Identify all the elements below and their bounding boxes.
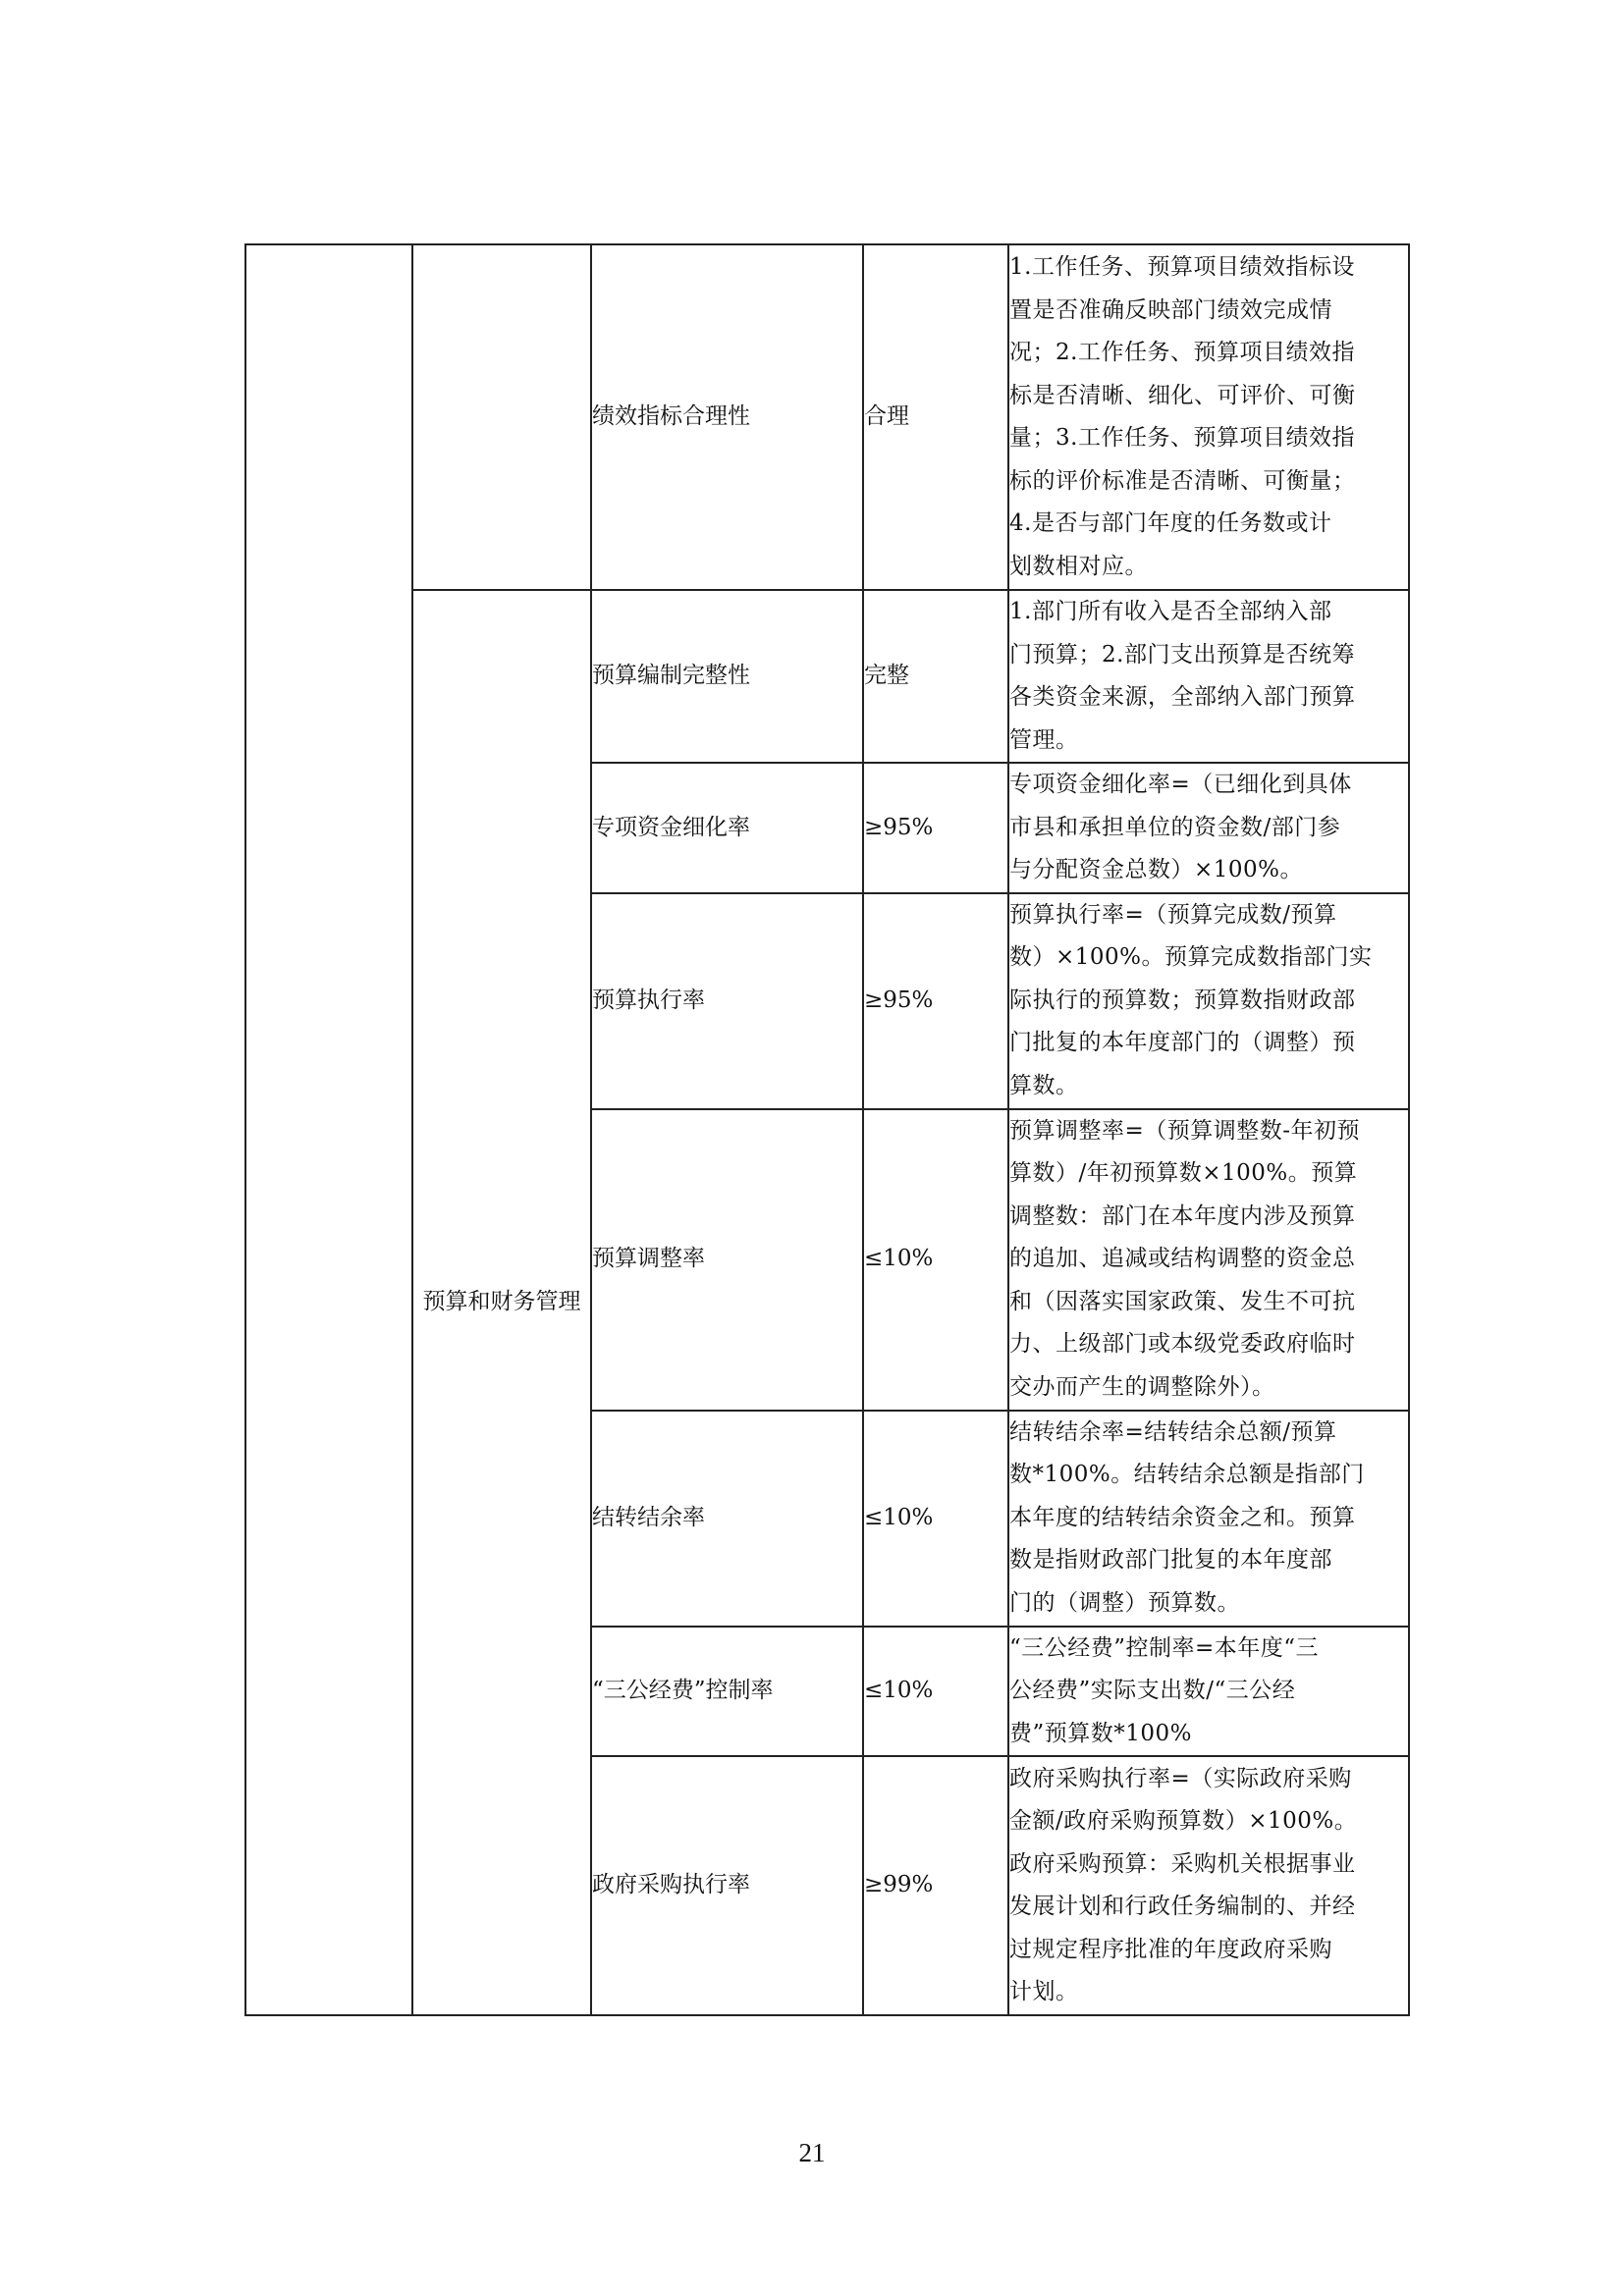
table-row (245, 590, 1409, 763)
description-line: 专项资金细化率=（已细化到具体 (1009, 772, 1352, 797)
indicator-target: 合理 (863, 244, 1008, 590)
description-line: 算数。 (1009, 1072, 1079, 1098)
indicator-name: 预算编制完整性 (591, 590, 863, 763)
indicator-description (1008, 244, 1409, 590)
description-line: 和（因落实国家政策、发生不可抗 (1009, 1288, 1356, 1314)
description-line: 划数相对应。 (1009, 553, 1148, 579)
description-line: 调整数：部门在本年度内涉及预算 (1009, 1202, 1356, 1229)
indicator-name: 专项资金细化率 (591, 763, 863, 893)
indicator-target: ≥95% (863, 763, 1008, 893)
description-line: 政府采购预算：采购机关根据事业 (1009, 1850, 1356, 1877)
indicator-name: 预算调整率 (591, 1109, 863, 1411)
description-line: 本年度的结转结余资金之和。预算 (1009, 1504, 1356, 1530)
indicator-target: 完整 (863, 590, 1008, 763)
description-line: 际执行的预算数；预算数指财政部 (1009, 987, 1356, 1013)
performance-indicator-table (244, 243, 1410, 2016)
description-line: 力、上级部门或本级党委政府临时 (1009, 1331, 1356, 1358)
description-line: 的追加、追减或结构调整的资金总 (1009, 1246, 1356, 1272)
indicator-target: ≤10% (863, 1411, 1008, 1627)
description-line: 置是否准确反映部门绩效完成情 (1009, 296, 1332, 323)
description-line: 数*100%。结转结余总额是指部门 (1009, 1462, 1365, 1488)
indicator-description (1008, 1756, 1409, 2015)
description-line: 发展计划和行政任务编制的、并经 (1009, 1894, 1356, 1919)
description-line: 门批复的本年度部门的（调整）预 (1009, 1030, 1356, 1056)
description-line: 与分配资金总数）×100%。 (1009, 857, 1304, 882)
description-line: 交办而产生的调整除外）。 (1009, 1373, 1275, 1400)
indicator-target: ≥99% (863, 1756, 1008, 2015)
description-line: 计划。 (1009, 1979, 1079, 2004)
description-line: 况；2.工作任务、预算项目绩效指 (1009, 340, 1355, 365)
description-line: 政府采购执行率=（实际政府采购 (1009, 1765, 1352, 1791)
description-line: 门的（调整）预算数。 (1009, 1589, 1240, 1616)
description-line: 1.部门所有收入是否全部纳入部 (1009, 599, 1332, 624)
description-line: 金额/政府采购预算数）×100%。 (1009, 1808, 1358, 1834)
indicator-description (1008, 590, 1409, 763)
description-line: 量；3.工作任务、预算项目绩效指 (1009, 425, 1355, 451)
description-line: 标的评价标准是否清晰、可衡量； (1009, 467, 1356, 494)
indicator-name: 政府采购执行率 (591, 1756, 863, 2015)
description-line: 门预算；2.部门支出预算是否统筹 (1009, 641, 1355, 667)
description-line: 算数）/年初预算数×100%。预算 (1009, 1160, 1358, 1187)
table-row (245, 244, 1409, 590)
description-line: 市县和承担单位的资金数/部门参 (1009, 814, 1341, 840)
indicator-target: ≤10% (863, 1627, 1008, 1757)
indicator-description (1008, 893, 1409, 1109)
description-line: 公经费”实际支出数/“三公经 (1009, 1678, 1296, 1703)
description-line: 预算执行率=（预算完成数/预算 (1009, 901, 1337, 928)
indicator-name: 预算执行率 (591, 893, 863, 1109)
description-line: 4.是否与部门年度的任务数或计 (1009, 510, 1332, 536)
level2-category-cell (412, 244, 591, 590)
description-line: 过规定程序批准的年度政府采购 (1009, 1936, 1332, 1962)
description-line: 数）×100%。预算完成数指部门实 (1009, 944, 1373, 971)
indicator-target: ≥95% (863, 893, 1008, 1109)
indicator-name: “三公经费”控制率 (591, 1627, 863, 1757)
level1-category-cell (245, 244, 412, 2015)
indicator-description (1008, 1627, 1409, 1757)
description-line: 结转结余率=结转结余总额/预算 (1009, 1418, 1337, 1445)
description-line: 各类资金来源，全部纳入部门预算 (1009, 684, 1356, 710)
indicator-description (1008, 1411, 1409, 1627)
description-line: 数是指财政部门批复的本年度部 (1009, 1547, 1332, 1574)
description-line: 1.工作任务、预算项目绩效指标设 (1009, 254, 1355, 280)
description-line: 管理。 (1009, 726, 1079, 753)
indicator-name: 绩效指标合理性 (591, 244, 863, 590)
section-category-cell: 预算和财务管理 (412, 590, 591, 2015)
indicator-description (1008, 763, 1409, 893)
description-line: 预算调整率=（预算调整数-年初预 (1009, 1117, 1361, 1144)
indicator-name: 结转结余率 (591, 1411, 863, 1627)
indicator-description (1008, 1109, 1409, 1411)
description-line: 标是否清晰、细化、可评价、可衡 (1009, 382, 1356, 408)
description-line: 费”预算数*100% (1009, 1720, 1193, 1746)
indicator-target: ≤10% (863, 1109, 1008, 1411)
description-line: “三公经费”控制率=本年度“三 (1009, 1634, 1320, 1661)
page-number: 21 (798, 2138, 826, 2167)
